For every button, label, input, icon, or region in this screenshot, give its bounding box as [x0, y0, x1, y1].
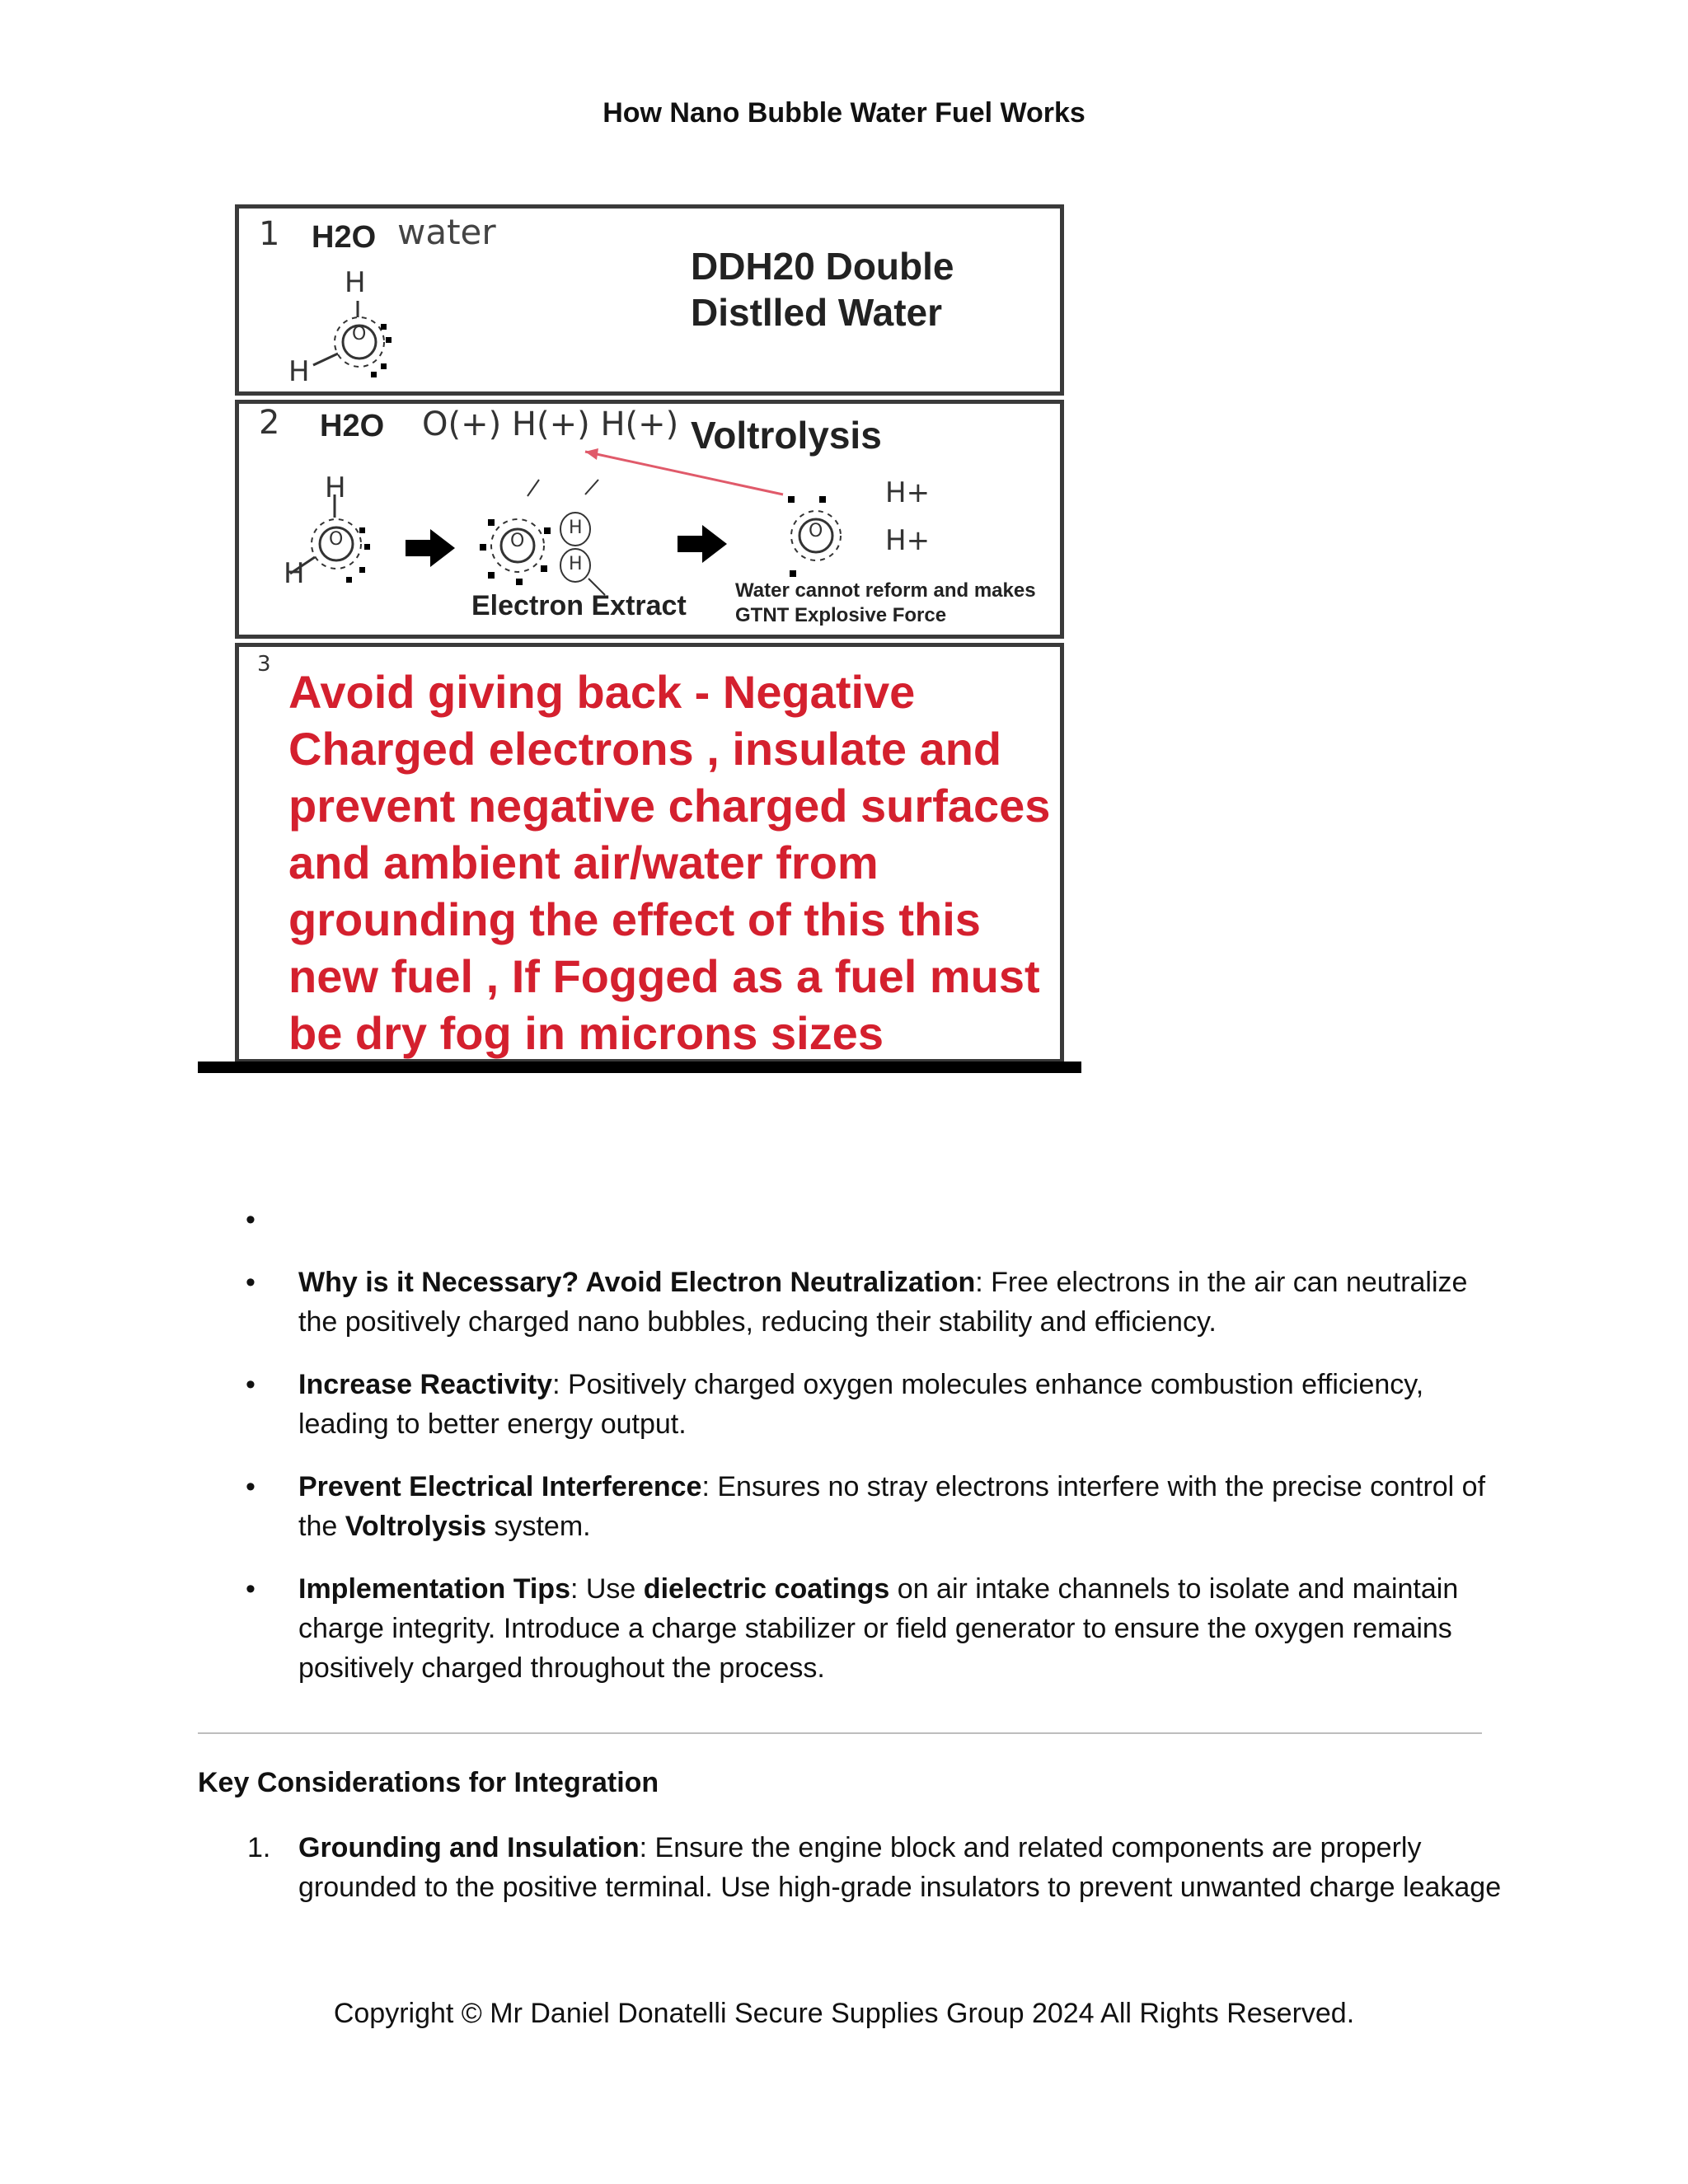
- h-plus-ion-label: H+: [885, 524, 931, 557]
- atom-o-label: O: [510, 531, 525, 551]
- item-text: : Free electrons in the air can neutralize the positively charged nano bubbles, reducing their stability and efficiency.: [298, 1267, 1468, 1338]
- reform-note: Water cannot reform and makes GTNT Explosive Force: [735, 579, 1036, 626]
- item-heading: Why is it Necessary? Avoid Electron Neutralization: [298, 1267, 976, 1298]
- bullet-marker: •: [246, 1369, 256, 1400]
- double-distilled-label: DDH20 Double Distlled Water: [691, 245, 954, 334]
- item-emphasis: Voltrolysis: [345, 1511, 487, 1542]
- figure-bottom-rule: [198, 1062, 1081, 1073]
- item-text: : Ensures no stray electrons interfere with the precise control of the: [298, 1471, 1486, 1542]
- list-item: [0, 1365, 1502, 1444]
- ion-labels: O(+) H(+) H(+): [422, 405, 679, 443]
- atom-o-label: O: [809, 521, 823, 541]
- item-text: : Use: [570, 1573, 644, 1605]
- copyright-footer: Copyright © Mr Daniel Donatelli Secure Supplies Group 2024 All Rights Reserved.: [333, 1998, 1355, 2029]
- bullet-marker: •: [246, 1471, 256, 1502]
- water-formula: H2O: [320, 409, 385, 443]
- panel-3-warning: [235, 643, 1064, 1063]
- list-item: [0, 1828, 1502, 1907]
- h-plus-ion-label: H+: [885, 476, 931, 509]
- benefits-list: [0, 1200, 1688, 1688]
- section-title: Key Considerations for Integration: [198, 1767, 659, 1798]
- list-item: [0, 1263, 1502, 1342]
- item-text: : Positively charged oxygen molecules enhance combustion efficiency, leading to better energy output.: [298, 1369, 1424, 1440]
- atom-h-label: H: [288, 355, 310, 388]
- water-word: water: [397, 212, 496, 252]
- atom-o-label: O: [352, 324, 367, 344]
- section-divider: [198, 1732, 1482, 1734]
- voltrolysis-label: Voltrolysis: [691, 414, 882, 457]
- item-text: : Ensure the engine block and related components are properly grounded to the positive terminal. Use high-grade insulators to prevent unwanted charge leakage: [298, 1832, 1502, 1903]
- panel-number: 1: [259, 215, 280, 253]
- atom-h-label: H: [325, 471, 346, 504]
- panel-2-voltrolysis: [235, 400, 1064, 639]
- item-text: system.: [486, 1511, 591, 1542]
- list-item: [0, 1467, 1502, 1546]
- page-title: How Nano Bubble Water Fuel Works: [603, 97, 1085, 129]
- bullet-marker: •: [246, 1267, 256, 1298]
- list-item: [0, 1569, 1502, 1688]
- water-formula: H2O: [312, 220, 377, 255]
- item-heading: Implementation Tips: [298, 1573, 570, 1605]
- bullet-marker: •: [246, 1204, 256, 1235]
- item-text: on air intake channels to isolate and maintain charge integrity. Introduce a charge stabilizer or field generator to ensure the oxygen remains positively charged throughout the process.: [298, 1573, 1459, 1684]
- atom-o-label: O: [329, 529, 344, 550]
- atom-h-label: H: [569, 554, 583, 574]
- voltrolysis-diagram: [198, 198, 1081, 1076]
- item-heading: Grounding and Insulation: [298, 1832, 640, 1863]
- atom-h-label: H: [569, 518, 583, 538]
- atom-h-label: H: [345, 266, 366, 299]
- item-emphasis: dielectric coatings: [643, 1573, 890, 1605]
- list-number: 1.: [247, 1832, 271, 1863]
- bullet-marker: •: [246, 1573, 256, 1605]
- item-heading: Increase Reactivity: [298, 1369, 553, 1400]
- considerations-list: [0, 1828, 1688, 1907]
- panel-1-water: [235, 204, 1064, 396]
- electron-extract-caption: Electron Extract: [471, 590, 687, 621]
- atom-h-label: H: [284, 557, 305, 590]
- item-heading: Prevent Electrical Interference: [298, 1471, 702, 1502]
- panel-number: 3: [257, 652, 271, 677]
- water-molecule-icon: [288, 266, 420, 390]
- warning-text: Avoid giving back - Negative Charged electrons , insulate and prevent negative charged surfaces and ambient air/water from grounding the effect of this this new fuel , If Fogged as a fuel must be dry fog in microns sizes: [288, 666, 1051, 1059]
- panel-number: 2: [259, 404, 280, 442]
- list-item: [0, 1200, 1502, 1240]
